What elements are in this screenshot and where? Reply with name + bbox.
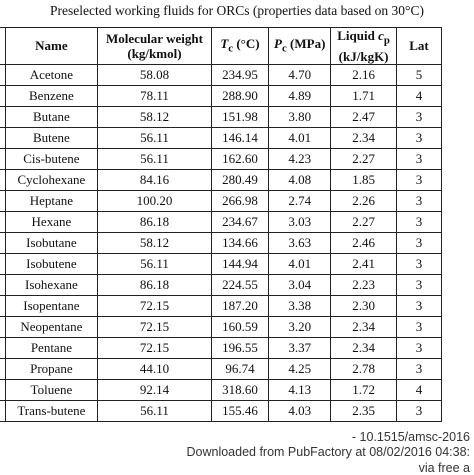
table-row <box>0 190 442 211</box>
table-caption: Preselected working fluids for ORCs (properties data based on 30°C) <box>50 3 424 18</box>
cell-liquid-cp: 2.16 <box>331 64 397 85</box>
cell-critical-pressure: 3.03 <box>269 211 331 232</box>
cell-critical-temperature: 96.74 <box>211 358 268 379</box>
cell-critical-temperature: 234.67 <box>211 211 268 232</box>
cell-name: Propane <box>5 358 98 379</box>
cell-name: Neopentane <box>5 316 98 337</box>
table-row <box>0 85 442 106</box>
table-row <box>0 106 442 127</box>
cell-name: Butene <box>5 127 98 148</box>
cell-lat: 3 <box>396 211 441 232</box>
cell-liquid-cp: 2.26 <box>331 190 397 211</box>
cell-molecular-weight: 56.11 <box>98 127 211 148</box>
cell-name: Isopentane <box>5 295 98 316</box>
cell-critical-temperature: 134.66 <box>211 232 268 253</box>
cell-critical-temperature: 160.59 <box>211 316 268 337</box>
cell-critical-pressure: 4.13 <box>269 379 331 400</box>
header-critical-pressure <box>269 28 331 65</box>
cell-name: Hexane <box>5 211 98 232</box>
cell-lat: 3 <box>396 127 441 148</box>
cell-lat: 3 <box>396 295 441 316</box>
properties-table <box>0 27 442 422</box>
cell-lat: 3 <box>396 148 441 169</box>
header-liquid-cp <box>331 28 397 65</box>
cell-molecular-weight: 72.15 <box>98 316 211 337</box>
cell-liquid-cp: 2.27 <box>331 148 397 169</box>
cell-lat: 3 <box>396 337 441 358</box>
cell-liquid-cp: 2.35 <box>331 400 397 421</box>
table-row <box>0 379 442 400</box>
cell-molecular-weight: 56.11 <box>98 148 211 169</box>
table-row <box>0 127 442 148</box>
header-latent-partial: Lat <box>396 28 441 65</box>
table-row <box>0 232 442 253</box>
cell-lat: 4 <box>396 379 441 400</box>
pc-unit: (MPa) <box>286 35 326 51</box>
cell-critical-pressure: 3.20 <box>269 316 331 337</box>
cell-critical-pressure: 3.37 <box>269 337 331 358</box>
table-row <box>0 253 442 274</box>
cell-molecular-weight: 58.08 <box>98 64 211 85</box>
doi-text: - 10.1515/amsc-2016 <box>351 430 470 444</box>
cell-name: Heptane <box>5 190 98 211</box>
cell-name: Cyclohexane <box>5 169 98 190</box>
cell-name: Isobutene <box>5 253 98 274</box>
cp-text: Liquid <box>337 28 379 43</box>
cell-liquid-cp: 1.85 <box>331 169 397 190</box>
cell-critical-temperature: 162.60 <box>211 148 268 169</box>
cp-symbol: c <box>378 28 384 43</box>
cell-critical-pressure: 4.08 <box>269 169 331 190</box>
cell-liquid-cp: 1.72 <box>331 379 397 400</box>
cell-name: Pentane <box>5 337 98 358</box>
cell-critical-pressure: 4.01 <box>269 253 331 274</box>
cell-critical-temperature: 234.95 <box>211 64 268 85</box>
cell-critical-temperature: 224.55 <box>211 274 268 295</box>
cell-critical-pressure: 3.63 <box>269 232 331 253</box>
cell-liquid-cp: 2.34 <box>331 337 397 358</box>
cell-molecular-weight: 84.16 <box>98 169 211 190</box>
cell-critical-pressure: 4.89 <box>269 85 331 106</box>
header-mw-line2: (kg/kmol) <box>127 45 182 61</box>
cell-lat: 5 <box>396 64 441 85</box>
cell-molecular-weight: 58.12 <box>98 232 211 253</box>
cell-name: Acetone <box>5 64 98 85</box>
table-row <box>0 295 442 316</box>
cell-liquid-cp: 2.46 <box>331 232 397 253</box>
table-row <box>0 148 442 169</box>
cell-name: Toluene <box>5 379 98 400</box>
cell-liquid-cp: 2.34 <box>331 127 397 148</box>
cell-name: Isohexane <box>5 274 98 295</box>
cell-lat: 3 <box>396 232 441 253</box>
cell-critical-temperature: 196.55 <box>211 337 268 358</box>
cell-critical-temperature: 151.98 <box>211 106 268 127</box>
cell-liquid-cp: 2.34 <box>331 316 397 337</box>
cell-lat: 3 <box>396 316 441 337</box>
table-row <box>0 337 442 358</box>
cell-name: Benzene <box>5 85 98 106</box>
cell-name: Trans-butene <box>5 400 98 421</box>
download-notice: Downloaded from PubFactory at 08/02/2016 04:38: <box>186 445 470 459</box>
cell-critical-pressure: 3.38 <box>269 295 331 316</box>
cell-name: Cis-butene <box>5 148 98 169</box>
cell-lat: 3 <box>396 253 441 274</box>
cell-critical-pressure: 4.23 <box>269 148 331 169</box>
cell-critical-pressure: 4.03 <box>269 400 331 421</box>
cell-critical-temperature: 318.60 <box>211 379 268 400</box>
table-row <box>0 358 442 379</box>
cell-critical-pressure: 3.04 <box>269 274 331 295</box>
table-row <box>0 274 442 295</box>
cell-critical-temperature: 155.46 <box>211 400 268 421</box>
cell-critical-pressure: 4.70 <box>269 64 331 85</box>
cell-critical-temperature: 144.94 <box>211 253 268 274</box>
cell-lat: 3 <box>396 169 441 190</box>
cell-critical-temperature: 288.90 <box>211 85 268 106</box>
tc-unit: (°C) <box>233 35 260 51</box>
cell-critical-pressure: 3.80 <box>269 106 331 127</box>
cell-critical-pressure: 4.01 <box>269 127 331 148</box>
cell-molecular-weight: 58.12 <box>98 106 211 127</box>
cell-critical-temperature: 266.98 <box>211 190 268 211</box>
cell-liquid-cp: 2.47 <box>331 106 397 127</box>
cell-molecular-weight: 86.18 <box>98 211 211 232</box>
cell-molecular-weight: 78.11 <box>98 85 211 106</box>
header-row <box>0 28 442 65</box>
cell-critical-pressure: 2.74 <box>269 190 331 211</box>
cell-liquid-cp: 2.23 <box>331 274 397 295</box>
cell-molecular-weight: 72.15 <box>98 295 211 316</box>
license-notice: via free a <box>418 461 470 475</box>
header-mw-line1: Molecular weight <box>106 30 203 46</box>
table-row <box>0 64 442 85</box>
cell-name: Isobutane <box>5 232 98 253</box>
cp-subscript: p <box>383 34 390 47</box>
cell-liquid-cp: 1.71 <box>331 85 397 106</box>
cell-lat: 3 <box>396 274 441 295</box>
cell-liquid-cp: 2.78 <box>331 358 397 379</box>
table-row <box>0 316 442 337</box>
cell-molecular-weight: 100.20 <box>98 190 211 211</box>
header-molecular-weight <box>98 28 211 65</box>
header-name: Name <box>5 28 98 65</box>
pc-subscript: c <box>281 42 287 55</box>
cp-unit: (kJ/kgK) <box>338 48 389 64</box>
tc-subscript: c <box>228 42 234 55</box>
cell-lat: 3 <box>396 190 441 211</box>
cell-molecular-weight: 56.11 <box>98 400 211 421</box>
table-body <box>0 64 442 421</box>
table-row <box>0 211 442 232</box>
cell-critical-temperature: 146.14 <box>211 127 268 148</box>
cell-lat: 3 <box>396 400 441 421</box>
cell-lat: 3 <box>396 106 441 127</box>
cell-critical-temperature: 187.20 <box>211 295 268 316</box>
cell-molecular-weight: 92.14 <box>98 379 211 400</box>
cell-molecular-weight: 72.15 <box>98 337 211 358</box>
cell-name: Butane <box>5 106 98 127</box>
cell-molecular-weight: 86.18 <box>98 274 211 295</box>
cell-lat: 4 <box>396 85 441 106</box>
table-row <box>0 169 442 190</box>
cell-lat: 3 <box>396 358 441 379</box>
cell-liquid-cp: 2.41 <box>331 253 397 274</box>
cell-molecular-weight: 56.11 <box>98 253 211 274</box>
header-critical-temperature <box>211 28 268 65</box>
cell-critical-pressure: 4.25 <box>269 358 331 379</box>
cell-liquid-cp: 2.27 <box>331 211 397 232</box>
cell-liquid-cp: 2.30 <box>331 295 397 316</box>
pc-symbol: P <box>274 35 282 51</box>
cell-critical-temperature: 280.49 <box>211 169 268 190</box>
table-row <box>0 400 442 421</box>
tc-symbol: T <box>220 35 229 51</box>
cell-molecular-weight: 44.10 <box>98 358 211 379</box>
